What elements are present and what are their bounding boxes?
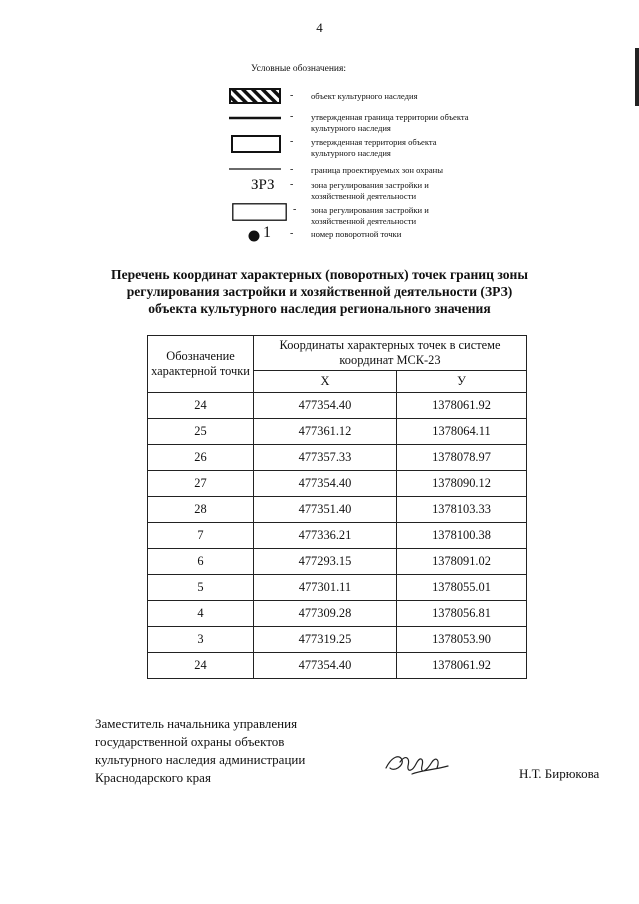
signer-name: Н.Т. Бирюкова [519, 766, 600, 781]
table-row [148, 549, 527, 575]
cell-x: 477351.40 [254, 497, 397, 523]
legend-dash: - [290, 228, 294, 239]
legend-text: объект культурного наследия [311, 91, 418, 101]
thin-line-icon [229, 167, 281, 171]
cell-x: 477301.11 [254, 575, 397, 601]
cell-x: 477357.33 [254, 445, 397, 471]
cell-x: 477354.40 [254, 653, 397, 679]
legend-text: утвержденная территория объекта культурного наследия [311, 137, 437, 158]
thin-box-icon [232, 203, 287, 221]
handwritten-signature [382, 748, 452, 782]
cell-y: 1378053.90 [397, 627, 527, 653]
legend-dash: - [290, 179, 294, 190]
table-row [148, 523, 527, 549]
cell-x: 477354.40 [254, 393, 397, 419]
legend-dash: - [290, 90, 294, 101]
signer-title-line: культурного наследия администрации [95, 752, 306, 767]
cell-point: 28 [148, 497, 254, 523]
cell-y: 1378061.92 [397, 653, 527, 679]
dot-icon [248, 230, 260, 242]
table-row [148, 627, 527, 653]
legend-dash: - [290, 111, 294, 122]
legend-text: граница проектируемых зон охраны [311, 165, 444, 175]
table-row [148, 393, 527, 419]
page-heading: Перечень координат характерных (поворотных) точек границ зоны регулирования застройки и хозяйственной деятельности (ЗРЗ) объекта культурного наследия регионального значения [111, 267, 528, 316]
column-header-x: Х [254, 371, 397, 393]
cell-x: 477309.28 [254, 601, 397, 627]
legend-dash: - [293, 204, 297, 215]
cell-x: 477319.25 [254, 627, 397, 653]
legend-title: Условные обозначения: [251, 64, 347, 74]
cell-y: 1378061.92 [397, 393, 527, 419]
cell-y: 1378091.02 [397, 549, 527, 575]
cell-point: 6 [148, 549, 254, 575]
cell-point: 25 [148, 419, 254, 445]
thick-line-icon [229, 115, 281, 121]
cell-x: 477361.12 [254, 419, 397, 445]
legend-text: номер поворотной точки [311, 229, 402, 239]
cell-point: 7 [148, 523, 254, 549]
cell-point: 4 [148, 601, 254, 627]
cell-point: 3 [148, 627, 254, 653]
signer-title-line: Заместитель начальника управления [95, 716, 298, 731]
cell-y: 1378103.33 [397, 497, 527, 523]
cell-point: 5 [148, 575, 254, 601]
signer-title-line: государственной охраны объектов [95, 734, 285, 749]
signer-title [95, 715, 305, 787]
table-row [148, 653, 527, 679]
point-number-symbol: 1 [263, 224, 271, 241]
cell-x: 477336.21 [254, 523, 397, 549]
cell-y: 1378078.97 [397, 445, 527, 471]
legend-text: зона регулирования застройки и хозяйственной деятельности [311, 205, 429, 226]
thick-box-icon [231, 135, 281, 153]
cell-point: 24 [148, 653, 254, 679]
zrz-symbol: ЗРЗ [251, 177, 275, 193]
cell-y: 1378064.11 [397, 419, 527, 445]
table-row [148, 601, 527, 627]
legend-text: утвержденная граница территории объекта культурного наследия [311, 112, 469, 133]
scrollbar-thumb[interactable] [635, 48, 639, 106]
column-header-y: У [397, 371, 527, 393]
cell-x: 477354.40 [254, 471, 397, 497]
cell-point: 26 [148, 445, 254, 471]
cell-x: 477293.15 [254, 549, 397, 575]
cell-y: 1378055.01 [397, 575, 527, 601]
hatched-box-icon [229, 88, 281, 104]
cell-point: 27 [148, 471, 254, 497]
coordinates-table [147, 335, 527, 679]
table-row [148, 445, 527, 471]
column-header-coordinates: Координаты характерных точек в системе координат МСК-23 [254, 336, 527, 371]
cell-y: 1378056.81 [397, 601, 527, 627]
cell-point: 24 [148, 393, 254, 419]
signer-title-line: Краснодарского края [95, 770, 211, 785]
legend-text: зона регулирования застройки и хозяйственной деятельности [311, 180, 429, 201]
legend-dash: - [290, 136, 294, 147]
table-row [148, 497, 527, 523]
column-header-point: Обозначение характерной точки [148, 336, 254, 393]
page-number: 4 [316, 20, 323, 35]
table-row [148, 471, 527, 497]
legend-dash: - [290, 164, 294, 175]
cell-y: 1378100.38 [397, 523, 527, 549]
cell-y: 1378090.12 [397, 471, 527, 497]
table-row [148, 575, 527, 601]
table-row [148, 419, 527, 445]
